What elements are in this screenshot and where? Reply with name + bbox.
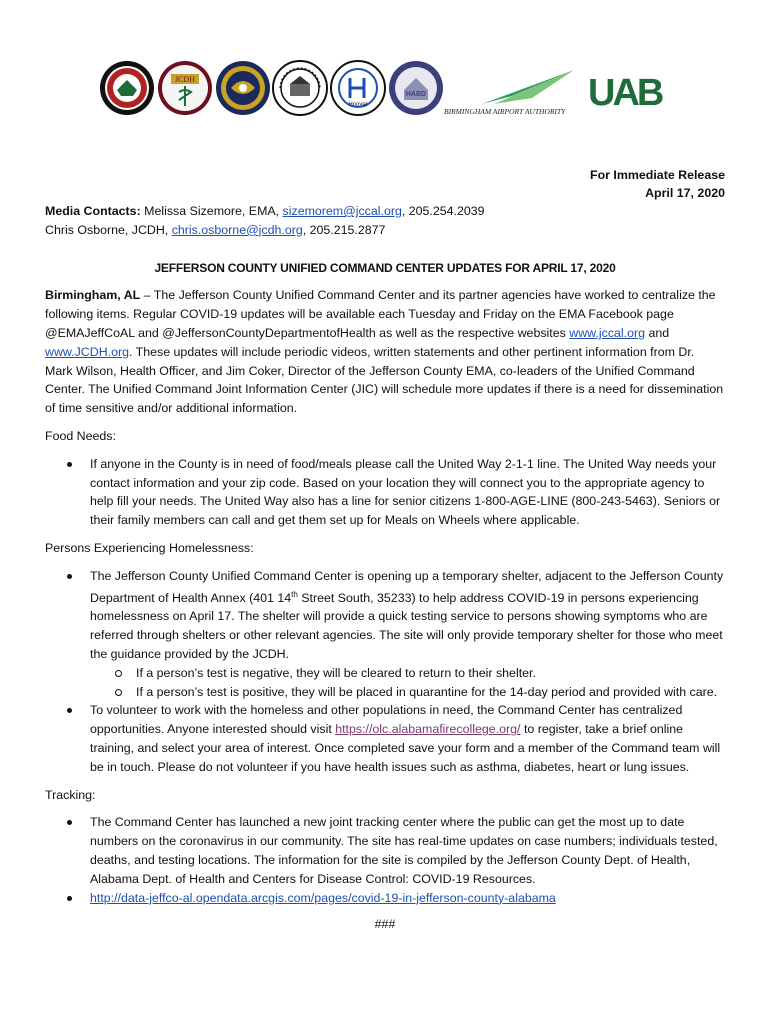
tracking-text: The Command Center has launched a new joint tracking center where the public can get the most up to date numbers on the coronavirus in our community. The site has real-time updates on case numbers; individuals tested, deaths, and testing locations. The information for the site is compiled by the Jefferson County Dept. of Health, Alabama Dept. of Health and Centers for Disease Control: COVID-19 Resources. bbox=[90, 815, 718, 886]
jccal-link[interactable]: www.jccal.org bbox=[569, 325, 646, 340]
volunteer-text-1: To volunteer to work with the homeless and other populations in need, the Command Center has centralized opportunities. Anyone interested should visit bbox=[90, 703, 683, 737]
press-release-body bbox=[45, 202, 725, 934]
list-item bbox=[45, 567, 725, 702]
shelter-text-2: Street South, 35233) to help address COVID-19 in persons experiencing homelessness on April 17. The shelter will provide a quick testing service to persons showing symptoms who are referred through shelters or other relevant agencies. The site will only provide temporary shelter for those who meet the guidance provided by the JCDH. bbox=[90, 590, 723, 662]
tracking-heading: Tracking: bbox=[45, 787, 96, 802]
bullet-icon bbox=[67, 708, 72, 713]
email-link-sizemore[interactable]: sizemorem@jccal.org bbox=[282, 204, 402, 218]
food-needs-list bbox=[45, 455, 725, 530]
media-contact-2-phone: , 205.215.2877 bbox=[302, 222, 386, 237]
bullet-icon bbox=[67, 820, 72, 825]
release-date: April 17, 2020 bbox=[645, 186, 725, 200]
circle-bullet-icon bbox=[115, 689, 122, 696]
sub-list-item bbox=[90, 664, 725, 683]
circle-bullet-icon bbox=[115, 670, 122, 677]
food-needs-heading: Food Needs: bbox=[45, 428, 116, 443]
svg-text:JCDH: JCDH bbox=[174, 75, 196, 84]
media-contacts-line-1 bbox=[45, 202, 725, 221]
homelessness-heading: Persons Experiencing Homelessness: bbox=[45, 540, 254, 555]
negative-test-text: If a person’s test is negative, they will be cleared to return to their shelter. bbox=[136, 665, 536, 680]
list-item bbox=[45, 813, 725, 888]
dateline: Birmingham, AL bbox=[45, 288, 141, 303]
habd-seal-logo bbox=[388, 60, 444, 116]
end-mark: ### bbox=[374, 917, 396, 932]
media-contact-1-name: Melissa Sizemore, EMA, bbox=[140, 204, 283, 218]
list-item bbox=[45, 701, 725, 776]
svg-text:UAB: UAB bbox=[588, 72, 662, 110]
test-result-sublist bbox=[90, 664, 725, 702]
fire-college-link[interactable]: https://olc.alabamafirecollege.org/ bbox=[335, 722, 521, 737]
media-contact-2-name: Chris Osborne, JCDH, bbox=[45, 222, 172, 237]
positive-test-text: If a person’s test is positive, they will be placed in quarantine for the 14-day period and provided with care. bbox=[136, 684, 718, 699]
intro-text-3: . These updates will include periodic videos, written statements and other pertinent information from Dr. Mark Wilson, Health Officer, and Jim Coker, Director of the Jefferson County EMA, co-leaders of the Unified Command Center. The Unified Command Joint Information Center (JIC) will schedule more updates if there is a need for dissemination of time sensitive and/or additional information. bbox=[45, 344, 724, 416]
media-contacts-line-2 bbox=[45, 221, 725, 240]
shelter-text-1: The Jefferson County Unified Command Center is opening up a temporary shelter, adjacent to the Jefferson County Department of Health Annex (401 14 bbox=[90, 568, 724, 605]
svg-text:BIRMINGHAM AIRPORT AUTHORITY: BIRMINGHAM AIRPORT AUTHORITY bbox=[444, 107, 566, 116]
intro-paragraph bbox=[45, 286, 725, 418]
birmingham-airport-authority-logo bbox=[442, 66, 582, 118]
food-bullet-text: If anyone in the County is in need of food/meals please call the United Way 2-1-1 line. The United Way needs your contact information and your zip code. Based on your location they will connect you to the appropriate agency to help fill your needs. The United Way also has a line for senior citizens 1-800-AGE-LINE (800-243-5463). Seniors or their family members can call and get them set up for Meals on Wheels where applicable. bbox=[90, 456, 721, 528]
jefferson-county-seal-logo bbox=[99, 60, 155, 116]
hoover-seal-logo bbox=[330, 60, 386, 116]
sub-list-item bbox=[90, 683, 725, 702]
jcdh-link[interactable]: www.JCDH.org bbox=[45, 344, 129, 359]
email-link-osborne[interactable]: chris.osborne@jcdh.org bbox=[171, 222, 303, 237]
opendata-link[interactable]: http://data-jeffco-al.opendata.arcgis.com/pages/covid-19-in-jefferson-county-alabama bbox=[90, 890, 556, 905]
intro-text-2: and bbox=[645, 325, 670, 340]
headline: JEFFERSON COUNTY UNIFIED COMMAND CENTER UPDATES FOR APRIL 17, 2020 bbox=[154, 260, 616, 275]
svg-text:HABD: HABD bbox=[405, 91, 427, 98]
bullet-icon bbox=[67, 462, 72, 467]
ema-seal-logo bbox=[215, 60, 271, 116]
release-info bbox=[590, 166, 725, 202]
volunteer-text-2: to register, take a brief online training, and select your area of interest. Once completed save your form and a member of the Command team will be in touch. Please do not volunteer if you have health issues such as asthma, diabetes, heart or lung issues. bbox=[90, 722, 721, 774]
tracking-list bbox=[45, 813, 725, 907]
homelessness-list bbox=[45, 567, 725, 777]
partner-logos-row bbox=[0, 60, 770, 120]
bullet-icon bbox=[67, 574, 72, 579]
release-label: For Immediate Release bbox=[590, 168, 725, 182]
bullet-icon bbox=[67, 896, 72, 901]
media-contact-1-phone: , 205.254.2039 bbox=[401, 204, 485, 218]
birmingham-seal-logo bbox=[272, 60, 328, 116]
uab-logo bbox=[588, 70, 680, 110]
svg-text:Hoover: Hoover bbox=[348, 102, 368, 108]
ordinal-suffix: th bbox=[291, 589, 298, 599]
jcdh-logo bbox=[157, 60, 213, 116]
intro-text-1: – The Jefferson County Unified Command Center and its partner agencies have worked to centralize the following items. Regular COVID-19 updates will be available each Tuesday and Friday on the EMA Facebook page @EMAJeffCoAL and @JeffersonCountyDepartmentofHealth as well as the respective websites bbox=[45, 288, 716, 340]
media-contacts-label: Media Contacts: bbox=[45, 204, 141, 218]
list-item bbox=[45, 455, 725, 530]
list-item bbox=[45, 889, 725, 908]
